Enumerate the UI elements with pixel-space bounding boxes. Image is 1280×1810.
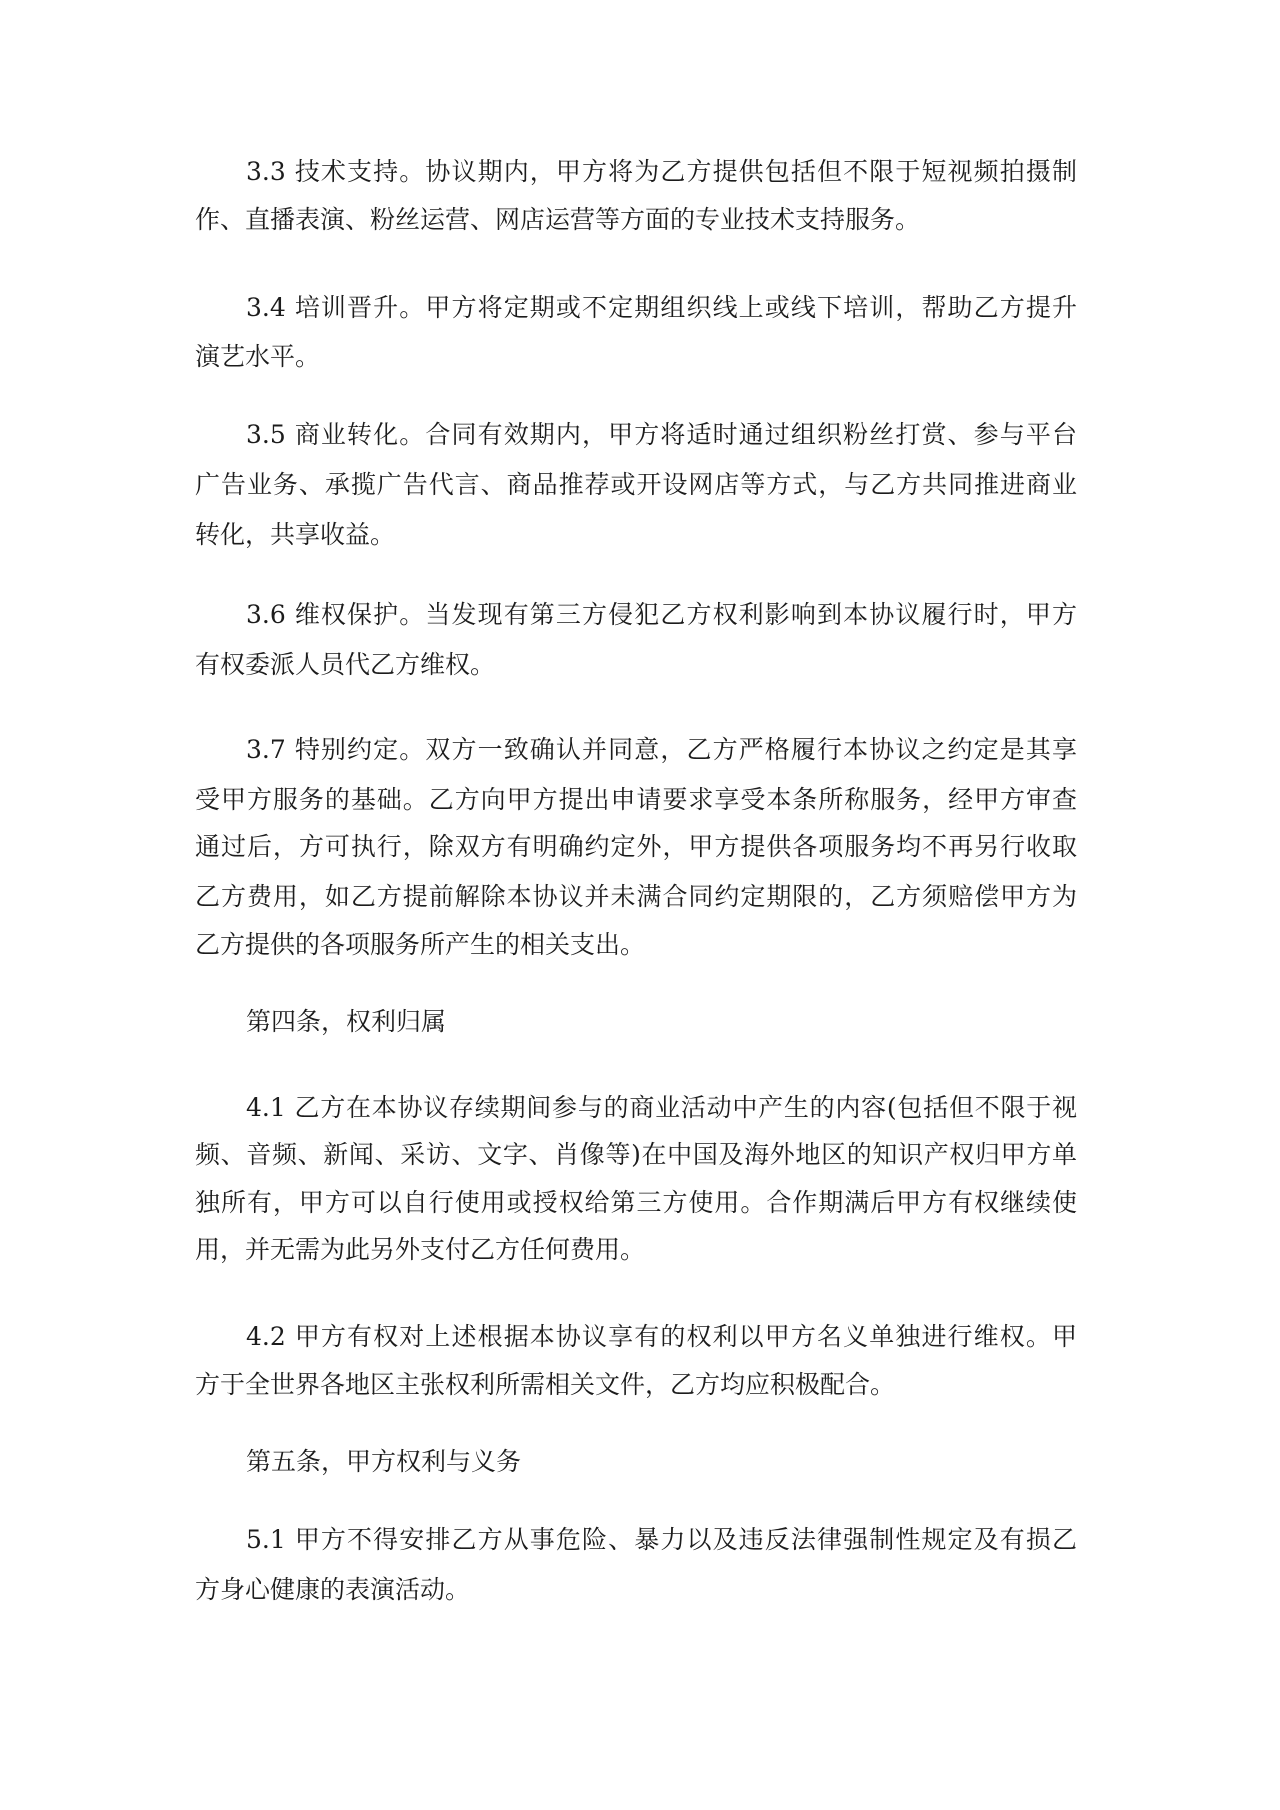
clause-3-4-line-1: 3.4 培训晋升。甲方将定期或不定期组织线上或线下培训，帮助乙方提升 [246,293,1077,322]
clause-3-4-line-2: 演艺水平。 [195,342,321,371]
clause-4-1-line-1: 4.1 乙方在本协议存续期间参与的商业活动中产生的内容(包括但不限于视 [246,1093,1077,1122]
clause-3-7-line-4: 乙方费用，如乙方提前解除本协议并未满合同约定期限的，乙方须赔偿甲方为 [195,882,1077,911]
clause-4-2-line-1: 4.2 甲方有权对上述根据本协议享有的权利以甲方名义单独进行维权。甲 [246,1322,1077,1351]
clause-4-1-line-3: 独所有，甲方可以自行使用或授权给第三方使用。合作期满后甲方有权继续使 [195,1188,1077,1217]
clause-4-2-line-2: 方于全世界各地区主张权利所需相关文件，乙方均应积极配合。 [195,1370,896,1399]
clause-5-1-line-2: 方身心健康的表演活动。 [195,1575,471,1604]
clause-3-3-line-1: 3.3 技术支持。协议期内，甲方将为乙方提供包括但不限于短视频拍摄制 [246,157,1077,186]
clause-3-7-line-1: 3.7 特别约定。双方一致确认并同意，乙方严格履行本协议之约定是其享 [246,735,1077,764]
clause-3-3-line-2: 作、直播表演、粉丝运营、网店运营等方面的专业技术支持服务。 [195,205,921,234]
article-4-heading: 第四条，权利归属 [246,1007,447,1036]
clause-4-1-line-4: 用，并无需为此另外支付乙方任何费用。 [195,1235,646,1264]
clause-3-6-line-1: 3.6 维权保护。当发现有第三方侵犯乙方权利影响到本协议履行时，甲方 [246,600,1077,629]
clause-3-7-line-2: 受甲方服务的基础。乙方向甲方提出申请要求享受本条所称服务，经甲方审查 [195,785,1077,814]
clause-5-1-line-1: 5.1 甲方不得安排乙方从事危险、暴力以及违反法律强制性规定及有损乙 [246,1525,1077,1554]
clause-3-5-line-2: 广告业务、承揽广告代言、商品推荐或开设网店等方式，与乙方共同推进商业 [195,470,1077,499]
clause-3-7-line-5: 乙方提供的各项服务所产生的相关支出。 [195,930,646,959]
clause-3-7-line-3: 通过后，方可执行，除双方有明确约定外，甲方提供各项服务均不再另行收取 [195,832,1077,861]
clause-3-6-line-2: 有权委派人员代乙方维权。 [195,650,496,679]
article-5-heading: 第五条，甲方权利与义务 [246,1447,522,1476]
clause-4-1-line-2: 频、音频、新闻、采访、文字、肖像等)在中国及海外地区的知识产权归甲方单 [195,1140,1077,1169]
clause-3-5-line-3: 转化，共享收益。 [195,520,396,549]
clause-3-5-line-1: 3.5 商业转化。合同有效期内，甲方将适时通过组织粉丝打赏、参与平台 [246,420,1077,449]
